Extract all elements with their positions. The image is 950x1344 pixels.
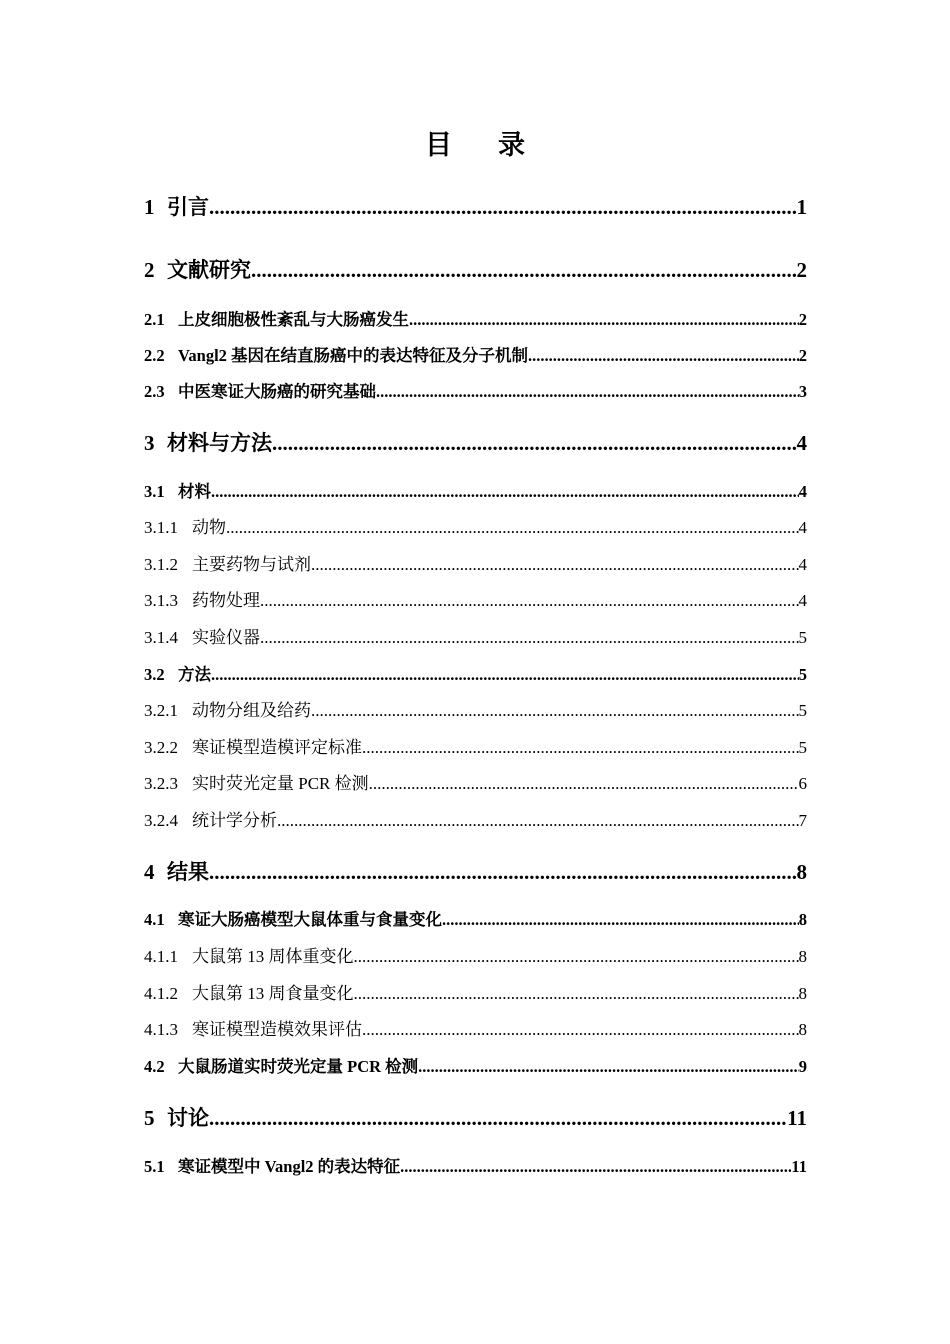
toc-entry-title: 大鼠第 13 周体重变化	[192, 947, 354, 966]
toc-entry-page: 4	[798, 518, 807, 537]
toc-leader-dots	[311, 553, 799, 577]
toc-entry-title: 上皮细胞极性紊乱与大肠癌发生	[178, 310, 409, 329]
toc-entry-title: 寒证模型造模效果评估	[192, 1020, 362, 1039]
toc-leader-dots	[272, 429, 797, 457]
toc-entry-title: 材料与方法	[167, 431, 272, 455]
toc-leader-dots	[277, 809, 799, 833]
toc-entry-number: 3.1.1	[144, 518, 178, 537]
toc-entry-number: 4.1.2	[144, 984, 178, 1003]
toc-entry-page: 2	[798, 346, 807, 365]
toc-leader-dots	[211, 480, 799, 504]
toc-leader-dots	[260, 626, 799, 650]
toc-entry-number: 3.1.3	[144, 591, 178, 610]
toc-entry-page: 7	[798, 811, 807, 830]
toc-entry-number: 4	[144, 860, 155, 884]
toc-entry-title: 引言	[167, 195, 209, 219]
toc-title-part1: 目	[425, 130, 452, 160]
toc-entry-title: 大鼠第 13 周食量变化	[192, 984, 354, 1003]
toc-entry[interactable]	[144, 308, 807, 332]
toc-entry-number: 3	[144, 431, 155, 455]
toc-entry-number: 2.2	[144, 346, 165, 365]
toc-title-part2: 录	[498, 130, 525, 160]
toc-entry-title: 大鼠肠道实时荧光定量 PCR 检测	[178, 1057, 419, 1076]
toc-leader-dots	[400, 1155, 791, 1179]
toc-leader-dots	[209, 858, 797, 886]
toc-entry-page: 8	[798, 947, 807, 966]
toc-entry-title: 中医寒证大肠癌的研究基础	[178, 382, 376, 401]
toc-entry-title: 药物处理	[192, 591, 260, 610]
toc-entry-page: 2	[798, 310, 807, 329]
toc-entry[interactable]	[144, 193, 807, 221]
toc-entry[interactable]	[144, 945, 807, 969]
toc-entry[interactable]	[144, 809, 807, 833]
toc-entry[interactable]	[144, 772, 807, 796]
toc-entry-title: 动物分组及给药	[192, 701, 311, 720]
toc-entry[interactable]	[144, 516, 807, 540]
toc-entry-page: 5	[798, 738, 807, 757]
toc-entry-number: 3.2.4	[144, 811, 178, 830]
toc-leader-dots	[260, 589, 799, 613]
toc-entry-number: 5.1	[144, 1157, 165, 1176]
toc-entry-title: 寒证模型中 Vangl2 的表达特征	[178, 1157, 401, 1176]
toc-entry-page: 5	[798, 665, 807, 684]
toc-leader-dots	[251, 256, 797, 284]
toc-entry[interactable]	[144, 344, 807, 368]
toc-entry[interactable]	[144, 982, 807, 1006]
toc-entry-page: 5	[798, 628, 807, 647]
toc-entry-page: 8	[796, 860, 807, 884]
toc-entry-title: 动物	[192, 518, 226, 537]
toc-entry[interactable]	[144, 1018, 807, 1042]
toc-entry-title: 主要药物与试剂	[192, 555, 311, 574]
toc-leader-dots	[209, 1104, 787, 1132]
toc-entry[interactable]	[144, 908, 807, 932]
toc-entry-page: 1	[796, 195, 807, 219]
toc-entry[interactable]	[144, 1104, 807, 1132]
toc-entry-page: 11	[787, 1106, 807, 1130]
toc-entry-title: 材料	[178, 482, 211, 501]
toc-entry[interactable]	[144, 699, 807, 723]
toc-entry-number: 3.2.2	[144, 738, 178, 757]
toc-leader-dots	[528, 344, 799, 368]
toc-entry-page: 5	[798, 701, 807, 720]
toc-entry-number: 3.2.3	[144, 774, 178, 793]
toc-title	[0, 123, 950, 162]
toc-entry-title: 讨论	[167, 1106, 209, 1130]
toc-entry-number: 3.1.4	[144, 628, 178, 647]
toc-leader-dots	[376, 380, 799, 404]
toc-leader-dots	[354, 982, 799, 1006]
toc-leader-dots	[226, 516, 799, 540]
toc-entry-number: 3.1	[144, 482, 165, 501]
toc-entry[interactable]	[144, 626, 807, 650]
toc-entry-number: 4.2	[144, 1057, 165, 1076]
toc-entry-number: 4.1	[144, 910, 165, 929]
toc-entry-title: 方法	[178, 665, 211, 684]
toc-entry-page: 4	[796, 431, 807, 455]
toc-entry-number: 2	[144, 258, 155, 282]
toc-entry[interactable]	[144, 256, 807, 284]
toc-entry[interactable]	[144, 663, 807, 687]
toc-entry[interactable]	[144, 429, 807, 457]
toc-entry-number: 3.1.2	[144, 555, 178, 574]
toc-entry-page: 11	[791, 1157, 807, 1176]
toc-entry[interactable]	[144, 736, 807, 760]
toc-entry[interactable]	[144, 589, 807, 613]
toc-entry-page: 8	[798, 1020, 807, 1039]
toc-entry-number: 4.1.3	[144, 1020, 178, 1039]
toc-entry[interactable]	[144, 1155, 807, 1179]
toc-entry-page: 2	[796, 258, 807, 282]
toc-entry-page: 4	[798, 591, 807, 610]
toc-leader-dots	[369, 772, 799, 796]
toc-entry-title: 实时荧光定量 PCR 检测	[192, 774, 369, 793]
toc-entry-title: 结果	[167, 860, 209, 884]
toc-entry-page: 8	[798, 984, 807, 1003]
toc-entry-title: 统计学分析	[192, 811, 277, 830]
toc-entry-number: 4.1.1	[144, 947, 178, 966]
toc-entry-title: 实验仪器	[192, 628, 260, 647]
toc-entry-number: 2.3	[144, 382, 165, 401]
toc-leader-dots	[362, 736, 799, 760]
toc-entry[interactable]	[144, 1055, 807, 1079]
toc-entry-title: 文献研究	[167, 258, 251, 282]
toc-leader-dots	[442, 908, 799, 932]
toc-entry-page: 6	[798, 774, 807, 793]
toc-leader-dots	[418, 1055, 799, 1079]
toc-entry-number: 5	[144, 1106, 155, 1130]
toc-entry-page: 9	[798, 1057, 807, 1076]
toc-leader-dots	[211, 663, 799, 687]
toc-leader-dots	[362, 1018, 799, 1042]
toc-leader-dots	[409, 308, 799, 332]
toc-entry-title: 寒证大肠癌模型大鼠体重与食量变化	[178, 910, 442, 929]
toc-entry-number: 3.2.1	[144, 701, 178, 720]
toc-entry-page: 4	[798, 482, 807, 501]
toc-leader-dots	[311, 699, 799, 723]
toc-entry[interactable]	[144, 480, 807, 504]
toc-entry-page: 4	[798, 555, 807, 574]
toc-entry-title: Vangl2 基因在结直肠癌中的表达特征及分子机制	[178, 346, 529, 365]
toc-entry[interactable]	[144, 858, 807, 886]
toc-entry-page: 3	[798, 382, 807, 401]
toc-entry-title: 寒证模型造模评定标准	[192, 738, 362, 757]
toc-entry[interactable]	[144, 380, 807, 404]
toc-entry-number: 1	[144, 195, 155, 219]
toc-leader-dots	[209, 193, 797, 221]
toc-entry-number: 3.2	[144, 665, 165, 684]
toc-leader-dots	[354, 945, 799, 969]
toc-entry-page: 8	[798, 910, 807, 929]
toc-entry[interactable]	[144, 553, 807, 577]
toc-entry-number: 2.1	[144, 310, 165, 329]
